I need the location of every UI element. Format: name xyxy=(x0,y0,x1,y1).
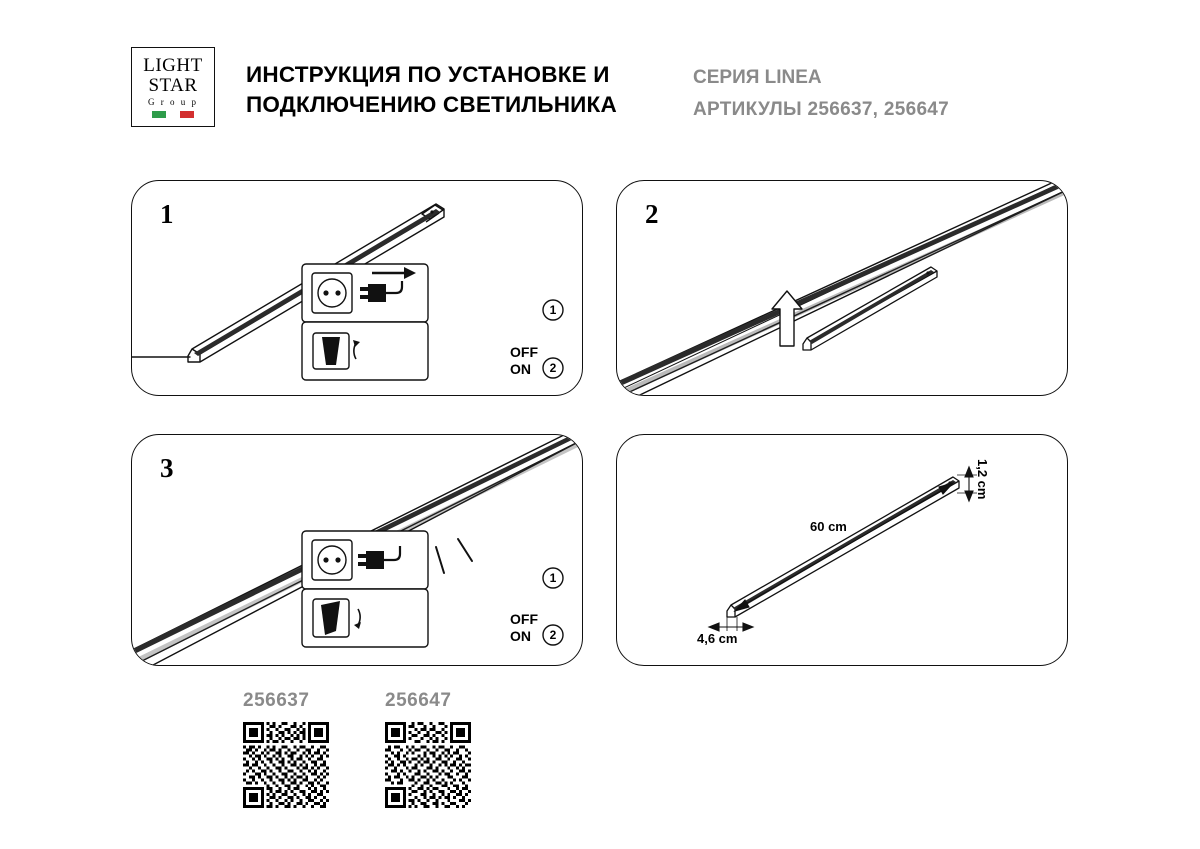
page-title-line2: ПОДКЛЮЧЕНИЮ СВЕТИЛЬНИКА xyxy=(246,92,617,117)
width-dimension-line xyxy=(709,617,753,631)
step-number-3: 3 xyxy=(160,453,174,483)
dimensions-illustration xyxy=(617,435,1068,666)
step-number-1: 1 xyxy=(160,199,174,229)
step-panel-3 xyxy=(131,434,583,666)
logo-text-light: LIGHT xyxy=(143,55,203,76)
switch-step-marker-text: 2 xyxy=(549,361,557,375)
step-panel-1 xyxy=(131,180,583,396)
length-dimension-line xyxy=(735,483,953,611)
length-dimension-label: 60 cm xyxy=(807,519,850,534)
qr-code-256647[interactable] xyxy=(385,722,471,808)
page-header xyxy=(0,0,1200,150)
qr-label-256637: 256637 xyxy=(243,690,310,711)
page-title-line1: ИНСТРУКЦИЯ ПО УСТАНОВКЕ И xyxy=(246,62,610,87)
qr-label-256647: 256647 xyxy=(385,690,452,711)
socket-callout xyxy=(302,531,428,589)
logo-text-star: STAR xyxy=(148,75,198,96)
width-dimension-label: 4,6 cm xyxy=(697,631,738,646)
height-dimension-label: 1,2 cm xyxy=(975,459,990,500)
step-number-2: 2 xyxy=(645,199,659,229)
switch-off-text: OFF xyxy=(510,611,538,627)
qr-block-256647 xyxy=(385,690,471,808)
switch-callout xyxy=(302,589,428,647)
step-2-illustration xyxy=(617,181,1068,396)
switch-on-text: ON xyxy=(510,628,531,644)
socket-step-marker-text: 1 xyxy=(549,571,557,585)
page-title xyxy=(246,60,666,120)
socket-callout xyxy=(302,264,428,322)
brand-logo xyxy=(131,47,215,127)
socket-step-marker-text: 1 xyxy=(549,303,557,317)
series-articles: АРТИКУЛЫ 256637, 256647 xyxy=(693,99,950,120)
step-panel-2 xyxy=(616,180,1068,396)
switch-off-on-label xyxy=(510,611,538,645)
series-name: СЕРИЯ LINEA xyxy=(693,67,822,88)
switch-callout xyxy=(302,322,428,380)
switch-step-marker-text: 2 xyxy=(549,628,557,642)
qr-block-256637 xyxy=(243,690,329,808)
height-dimension-line xyxy=(957,467,977,501)
logo-text-group: G r o u p xyxy=(148,97,198,107)
switch-on-text: ON xyxy=(510,361,531,377)
dimensions-panel xyxy=(616,434,1068,666)
qr-code-256637[interactable] xyxy=(243,722,329,808)
switch-off-on-label xyxy=(510,344,538,378)
italy-flag-icon xyxy=(152,111,194,118)
series-info xyxy=(693,62,1113,126)
switch-off-text: OFF xyxy=(510,344,538,360)
